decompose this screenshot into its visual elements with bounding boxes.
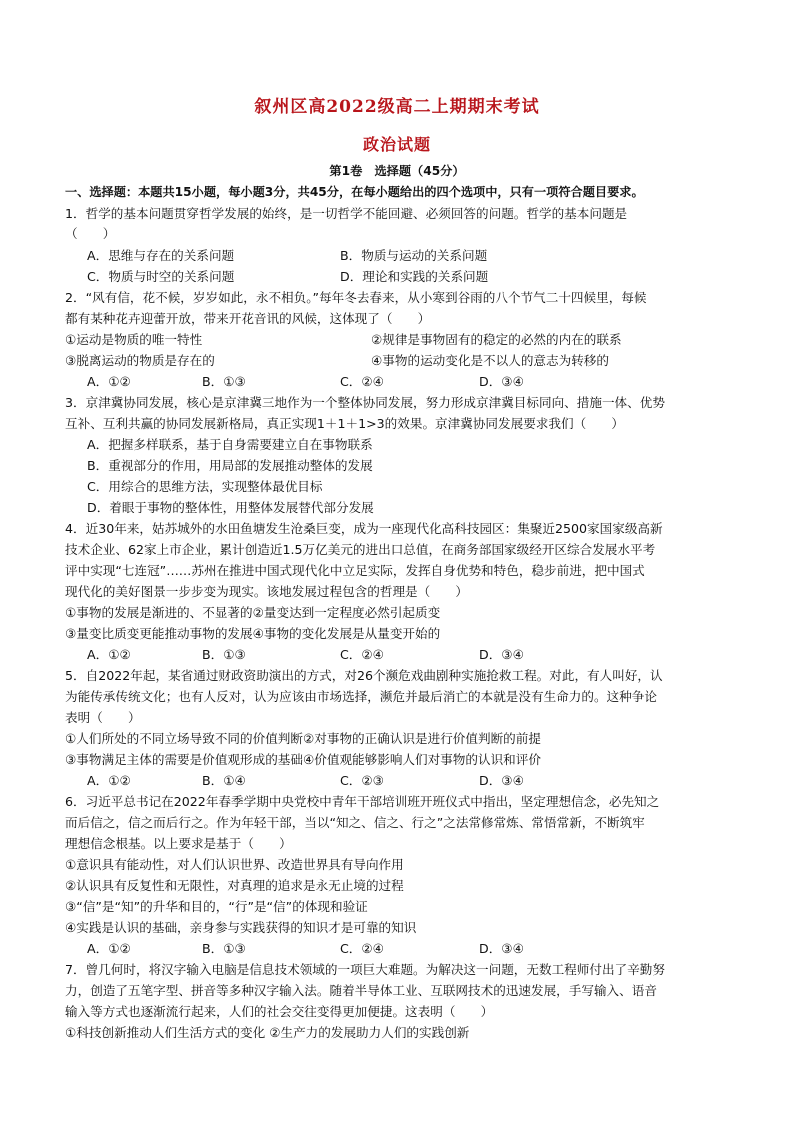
option-c[interactable]: C．②④	[340, 647, 384, 662]
question-3-stem-line: 互补、互利共赢的协同发展新格局，真正实现1＋1＋1>3的效果。京津冀协同发展要求我们（ ）	[65, 416, 624, 431]
option-b[interactable]: B．①④	[202, 773, 246, 788]
question-6-option-row	[87, 939, 737, 959]
question-2-statement-row	[65, 330, 715, 350]
question-6-stem-line: 理想信念根基。以上要求是基于（ ）	[65, 836, 292, 851]
volume-heading: 第1卷 选择题（45分）	[329, 164, 465, 178]
question-4-option-row	[87, 645, 737, 665]
option-a[interactable]: A．①②	[87, 374, 131, 389]
option-d[interactable]: D．理论和实践的关系问题	[340, 269, 489, 284]
option-d[interactable]: D．③④	[479, 941, 524, 956]
question-5-option-row	[87, 771, 737, 791]
option-b[interactable]: B．①③	[202, 941, 246, 956]
question-2-option-row	[87, 372, 737, 392]
question-7-stem-line: 输入等方式也逐渐流行起来，人们的社会交往变得更加便捷。这表明（ ）	[65, 1004, 494, 1019]
question-4-stem-line: 评中实现“七连冠”……苏州在推进中国式现代化中立足实际，发挥自身优势和特色，稳步前进，把中国式	[65, 563, 645, 578]
option-a[interactable]: A．①②	[87, 773, 131, 788]
question-6-stem-line: 6．习近平总书记在2022年春季学期中央党校中青年干部培训班开班仪式中指出，坚定理想信念，必先知之	[65, 794, 660, 809]
option-d[interactable]: D．③④	[479, 374, 524, 389]
exam-title: 叙州区高2022级高二上期期末考试	[254, 97, 540, 117]
question-6-statement-row: ③“信”是“知”的升华和目的，“行”是“信”的体现和验证	[65, 899, 368, 914]
question-6-stem-line: 而后信之，信之而后行之。作为年轻干部，当以“知之、信之、行之”之法常修常炼、常悟常新，不断筑牢	[65, 815, 645, 830]
question-2-stem-line: 都有某种花卉迎蕾开放，带来开花音讯的风候，这体现了（ ）	[65, 311, 431, 326]
statement-3: ③脱离运动的物质是存在的	[65, 353, 215, 368]
option-c[interactable]: C．②④	[340, 941, 384, 956]
option-c[interactable]: C．物质与时空的关系问题	[87, 269, 235, 284]
question-7-statement-row: ①科技创新推动人们生活方式的变化 ②生产力的发展助力人们的实践创新	[65, 1025, 470, 1040]
statement-4: ④事物的运动变化是不以人的意志为转移的	[371, 353, 609, 368]
question-7-stem-line: 7．曾几何时，将汉字输入电脑是信息技术领域的一项巨大难题。为解决这一问题，无数工程师付出了辛勤努	[65, 962, 665, 977]
option-b[interactable]: B．①③	[202, 374, 246, 389]
question-2-stem-line: 2．“风有信，花不候，岁岁如此，永不相负。”每年冬去春来，从小寒到谷雨的八个节气二十四候里，每候	[65, 290, 647, 305]
question-5-statement-row: ①人们所处的不同立场导致不同的价值判断②对事物的正确认识是进行价值判断的前提	[65, 731, 541, 746]
question-1-stem-line: 1．哲学的基本问题贯穿哲学发展的始终，是一切哲学不能回避、必须回答的问题。哲学的基本问题是	[65, 206, 628, 221]
exam-subtitle: 政治试题	[362, 135, 431, 154]
question-5-stem-line: 表明（ ）	[65, 710, 141, 725]
question-1-option-row	[87, 246, 737, 266]
question-6-statement-row: ②认识具有反复性和无限性，对真理的追求是永无止境的过程	[65, 878, 404, 893]
option-b[interactable]: B．①③	[202, 647, 246, 662]
option-a[interactable]: A．①②	[87, 647, 131, 662]
question-5-stem-line: 5．自2022年起，某省通过财政资助演出的方式，对26个濒危戏曲剧种实施抢救工程。对此，有人叫好，认	[65, 668, 663, 683]
option-a[interactable]: A．①②	[87, 941, 131, 956]
question-4-statement-row: ①事物的发展是渐进的、不显著的②量变达到一定程度必然引起质变	[65, 605, 441, 620]
question-1-option-row	[87, 267, 737, 287]
question-1-stem-line: （ ）	[65, 226, 116, 241]
question-7-stem-line: 力，创造了五笔字型、拼音等多种汉字输入法。随着半导体工业、互联网技术的迅速发展，手写输入、语音	[65, 983, 657, 998]
option-c[interactable]: C．②③	[340, 773, 384, 788]
section-instructions: 一、选择题：本题共15小题，每小题3分，共45分，在每小题给出的四个选项中，只有一项符合题目要求。	[65, 185, 644, 199]
option-d[interactable]: D．着眼于事物的整体性，用整体发展替代部分发展	[87, 500, 374, 515]
question-4-statement-row: ③量变比质变更能推动事物的发展④事物的变化发展是从量变开始的	[65, 626, 441, 641]
question-2-statement-row	[65, 351, 715, 371]
question-6-statement-row: ①意识具有能动性，对人们认识世界、改造世界具有导向作用	[65, 857, 404, 872]
statement-2: ②规律是事物固有的稳定的必然的内在的联系	[371, 332, 622, 347]
option-c[interactable]: C．用综合的思维方法，实现整体最优目标	[87, 479, 323, 494]
statement-1: ①运动是物质的唯一特性	[65, 332, 203, 347]
option-a[interactable]: A．思维与存在的关系问题	[87, 248, 235, 263]
question-4-stem-line: 4．近30年来，姑苏城外的水田鱼塘发生沧桑巨变，成为一座现代化高科技园区：集聚近2500家国家级高新	[65, 521, 663, 536]
question-5-statement-row: ③事物满足主体的需要是价值观形成的基础④价值观能够影响人们对事物的认识和评价	[65, 752, 541, 767]
option-a[interactable]: A．把握多样联系，基于自身需要建立自在事物联系	[87, 437, 373, 452]
question-4-stem-line: 现代化的美好图景一步步变为现实。该地发展过程包含的哲理是（ ）	[65, 584, 468, 599]
option-d[interactable]: D．③④	[479, 647, 524, 662]
question-5-stem-line: 为能传承传统文化；也有人反对，认为应该由市场选择，濒危并最后消亡的本就是没有生命力的。这种争论	[65, 689, 657, 704]
option-c[interactable]: C．②④	[340, 374, 384, 389]
option-d[interactable]: D．③④	[479, 773, 524, 788]
question-6-statement-row: ④实践是认识的基础，亲身参与实践获得的知识才是可靠的知识	[65, 920, 417, 935]
option-b[interactable]: B．物质与运动的关系问题	[340, 248, 488, 263]
question-3-stem-line: 3．京津冀协同发展，核心是京津冀三地作为一个整体协同发展，努力形成京津冀目标同向、措施一体、优势	[65, 395, 665, 410]
question-4-stem-line: 技术企业、62家上市企业，累计创造近1.5万亿美元的进出口总值，在商务部国家级经开区综合发展水平考	[65, 542, 656, 557]
option-b[interactable]: B．重视部分的作用，用局部的发展推动整体的发展	[87, 458, 373, 473]
